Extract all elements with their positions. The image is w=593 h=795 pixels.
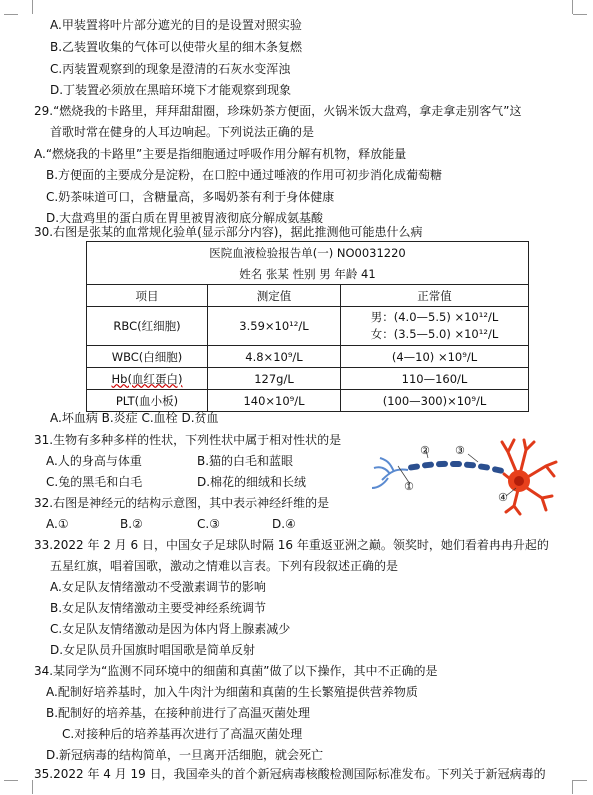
- crop-mark: [4, 14, 18, 15]
- q29-option-c: C.奶茶味道可口，含糖量高，多喝奶茶有利于身体健康: [46, 190, 335, 204]
- row-item: PLT(血小板): [87, 390, 208, 412]
- q33-option-d: D.女足队员升国旗时唱国歌是简单反射: [50, 643, 256, 657]
- row-normal: [341, 307, 529, 346]
- q32-option-d: D.④: [272, 517, 296, 531]
- q28-option-a: A.甲装置将叶片部分遮光的目的是设置对照实验: [50, 18, 302, 32]
- report-header-row: [87, 285, 529, 307]
- q32-option-a: A.①: [46, 517, 69, 531]
- neuron-label-2: ②: [420, 444, 430, 457]
- table-row: [87, 307, 529, 346]
- q30-stem: 30.右图是张某的血常规化验单(显示部分内容)，据此推测他可能患什么病: [34, 225, 423, 239]
- q32-stem: 32.右图是神经元的结构示意图，其中表示神经纤维的是: [34, 496, 330, 510]
- q35-stem: 35.2022 年 4 月 19 日，我国牵头的首个新冠病毒核酸检测国际标准发布。下列关于新冠病毒的: [34, 767, 546, 781]
- row-normal: 110—160/L: [341, 368, 529, 390]
- row-value: 3.59×10¹²/L: [208, 307, 341, 346]
- q31-option-c: C.兔的黑毛和白毛: [46, 475, 143, 489]
- crop-mark: [572, 780, 587, 794]
- q31-stem: 31.生物有多种多样的性状，下列性状中属于相对性状的是: [34, 433, 342, 447]
- row-value: 127g/L: [208, 368, 341, 390]
- table-row: [87, 390, 529, 412]
- q34-option-a: A.配制好培养基时，加入牛肉汁为细菌和真菌的生长繁殖提供营养物质: [46, 685, 418, 699]
- q34-stem: 34.某同学为“监测不同环境中的细菌和真菌”做了以下操作，其中不正确的是: [34, 664, 438, 678]
- q32-option-c: C.③: [197, 517, 220, 531]
- table-row: [87, 346, 529, 368]
- report-title: 医院血液检验报告单(一) NO0031220: [87, 242, 529, 264]
- row-normal: (100—300)×10⁹/L: [341, 390, 529, 412]
- q31-option-a: A.人的身高与体重: [46, 454, 142, 468]
- neuron-label-4: ④: [498, 491, 508, 504]
- q33-option-c: C.女足队友情绪激动是因为体内肾上腺素减少: [50, 622, 291, 636]
- q31-option-d: D.棉花的细绒和长绒: [197, 475, 307, 489]
- q28-option-d: D.丁装置必须放在黑暗环境下才能观察到现象: [50, 83, 292, 97]
- q34-option-d: D.新冠病毒的结构简单，一旦离开活细胞，就会死亡: [46, 748, 324, 762]
- q29-stem: 29.“燃烧我的卡路里，拜拜甜甜圈，珍珠奶茶方便面，火锅米饭大盘鸡，拿走拿走别客气”这: [34, 104, 522, 118]
- q33-stem: 33.2022 年 2 月 6 日，中国女子足球队时隔 16 年重返亚洲之巅。领奖时，她们看着冉冉升起的: [34, 538, 549, 552]
- q28-option-c: C.丙装置观察到的现象是澄清的石灰水变浑浊: [50, 62, 291, 76]
- blood-test-report: [86, 241, 529, 412]
- header-item: 项目: [87, 285, 208, 307]
- row-normal: (4—10) ×10⁹/L: [341, 346, 529, 368]
- report-patient: 姓名 张某 性别 男 年龄 41: [87, 263, 529, 285]
- q33-option-b: B.女足队友情绪激动主要受神经系统调节: [50, 601, 267, 615]
- normal-male: 男：(4.0—5.5) ×10¹²/L: [370, 310, 499, 324]
- row-item: RBC(红细胞): [87, 307, 208, 346]
- q29-option-a: A.“燃烧我的卡路里”主要是指细胞通过呼吸作用分解有机物，释放能量: [34, 147, 407, 161]
- crop-mark: [573, 14, 587, 15]
- row-value: 4.8×10⁹/L: [208, 346, 341, 368]
- crop-mark: [18, 0, 33, 14]
- normal-female: 女：(3.5—5.0) ×10¹²/L: [370, 327, 499, 341]
- header-normal: 正常值: [341, 285, 529, 307]
- q30-options: A.坏血病 B.炎症 C.血栓 D.贫血: [50, 411, 219, 425]
- q29-stem-cont: 首歌时常在健身的人耳边响起。下列说法正确的是: [50, 125, 315, 139]
- q34-option-b: B.配制好的培养基，在接种前进行了高温灭菌处理: [46, 706, 311, 720]
- header-value: 测定值: [208, 285, 341, 307]
- crop-mark: [18, 780, 33, 794]
- neuron-label-3: ③: [455, 444, 465, 457]
- crop-mark: [573, 780, 587, 781]
- q29-option-d: D.大盘鸡里的蛋白质在胃里被胃液彻底分解成氨基酸: [46, 211, 324, 225]
- q33-stem-cont: 五星红旗，唱着国歌，激动之情难以言表。下列有段叙述正确的是: [50, 559, 399, 573]
- q31-option-b: B.猫的白毛和蓝眼: [197, 454, 294, 468]
- crop-mark: [4, 780, 18, 781]
- crop-mark: [572, 0, 587, 14]
- q34-option-c: C.对接种后的培养基再次进行了高温灭菌处理: [62, 727, 303, 741]
- q33-option-a: A.女足队友情绪激动不受激素调节的影响: [50, 580, 266, 594]
- table-row: [87, 368, 529, 390]
- row-item: Hb(血红蛋白): [87, 368, 208, 390]
- q28-option-b: B.乙装置收集的气体可以使带火星的细木条复燃: [50, 40, 303, 54]
- q29-option-b: B.方便面的主要成分是淀粉，在口腔中通过唾液的作用可初步消化成葡萄糖: [46, 168, 443, 182]
- row-item: WBC(白细胞): [87, 346, 208, 368]
- neuron-label-1: ①: [404, 480, 414, 493]
- row-value: 140×10⁹/L: [208, 390, 341, 412]
- q32-option-b: B.②: [120, 517, 143, 531]
